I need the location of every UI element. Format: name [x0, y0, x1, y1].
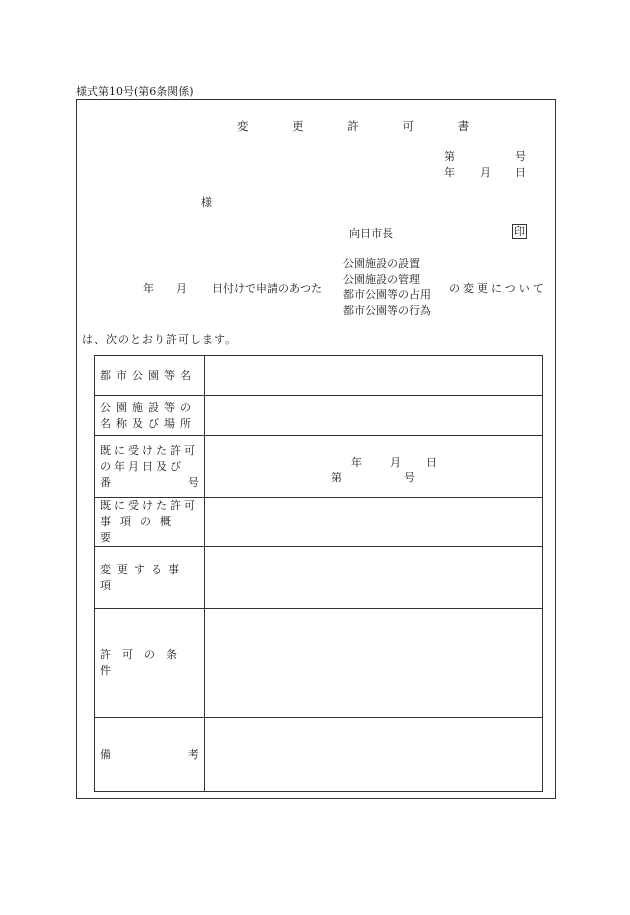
seal-mark: [512, 224, 527, 239]
number-suffix: 号: [515, 150, 526, 163]
table-row: [95, 609, 543, 718]
row-label: [95, 396, 205, 436]
label-line: 既に受けた許可: [100, 499, 198, 512]
label-text: 号: [188, 475, 199, 489]
label-line: の年月日及び: [100, 459, 184, 473]
purpose-option: 都市公園等の占用: [343, 288, 431, 301]
row-label: [95, 609, 205, 718]
table-row: [95, 547, 543, 609]
change-items-field[interactable]: [205, 547, 543, 609]
label-line: [100, 368, 199, 384]
park-name-field[interactable]: [205, 356, 543, 396]
purpose-options: [343, 256, 431, 318]
purpose-option: 公園施設の管理: [343, 272, 420, 286]
issue-date-month: 月: [480, 166, 491, 179]
issue-date-day: 日: [515, 166, 526, 179]
purpose-option: 公園施設の設置: [343, 257, 420, 270]
label-line: 許可の条件: [100, 648, 188, 677]
body-conclusion: は、次のとおり許可します。: [82, 333, 238, 346]
previous-permit-summary-field[interactable]: [205, 498, 543, 547]
body-applied-text: 日付けで申請のあつた: [212, 282, 322, 295]
label-text: 都市公園等名: [100, 368, 196, 382]
remarks-field[interactable]: [205, 718, 543, 792]
label-line: 公園施設等の: [100, 400, 196, 414]
issue-date-year: 年: [444, 166, 455, 179]
issuer-name: 向日市長: [349, 227, 393, 240]
seal-mark-text: 印: [514, 225, 525, 238]
previous-permit-field[interactable]: [205, 436, 543, 498]
row-label: [95, 718, 205, 792]
row-label: [95, 498, 205, 547]
table-row: [95, 396, 543, 436]
table-row: [95, 356, 543, 396]
label-line: [100, 475, 199, 491]
label-text: 考: [188, 747, 199, 761]
table-row: [95, 498, 543, 547]
label-line: 名称及び場所: [100, 416, 196, 430]
purpose-option: 都市公園等の行為: [343, 303, 431, 317]
label-line: 事項の概要: [100, 515, 180, 544]
permit-year: 年: [351, 456, 362, 469]
permit-number-prefix: 第: [331, 471, 342, 484]
permit-number-suffix: 号: [404, 471, 415, 484]
permit-day: 日: [426, 456, 437, 469]
label-text: 番: [100, 475, 111, 489]
label-line: 既に受けた許可: [100, 443, 198, 457]
label-line: 変更する事項: [100, 562, 185, 592]
document-title: 変 更 許 可 書: [237, 119, 490, 133]
addressee-honorific: 様: [201, 196, 212, 209]
row-label: [95, 436, 205, 498]
body-change-text: の変更について: [449, 282, 547, 295]
facility-name-location-field[interactable]: [205, 396, 543, 436]
label-line: [100, 747, 199, 763]
body-date-month: 月: [176, 282, 187, 295]
table-row: [95, 718, 543, 792]
row-label: [95, 547, 205, 609]
body-date-year: 年: [143, 282, 154, 295]
form-number: 様式第10号(第6条関係): [76, 85, 194, 98]
permit-conditions-field[interactable]: [205, 609, 543, 718]
number-prefix: 第: [444, 150, 455, 163]
details-table: [94, 355, 543, 792]
label-text: 備: [100, 747, 111, 761]
row-label: [95, 356, 205, 396]
table-row: [95, 436, 543, 498]
permit-month: 月: [390, 456, 401, 469]
